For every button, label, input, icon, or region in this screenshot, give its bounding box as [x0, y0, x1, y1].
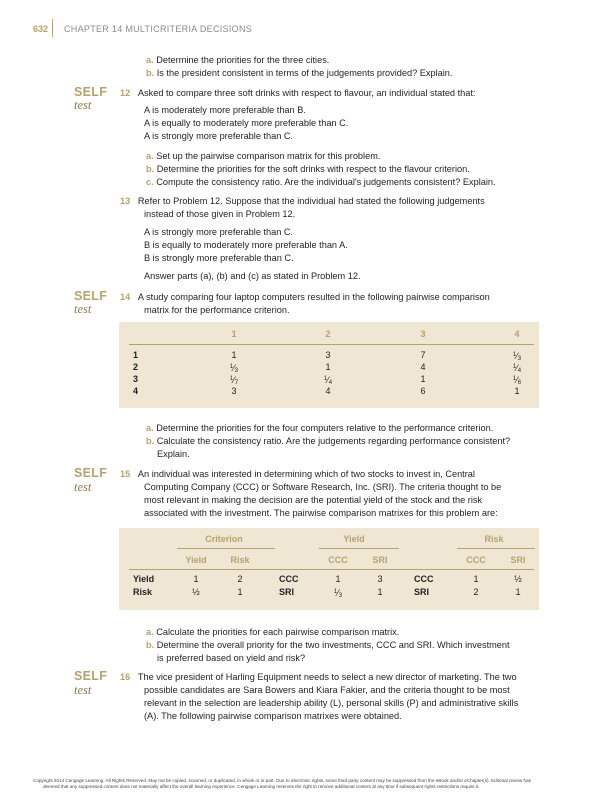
q14-col-header-2: 2	[325, 329, 331, 339]
q14-cell: $^1⁄_3$	[229, 363, 239, 374]
chapter-title: CHAPTER 14 MULTICRITERIA DECISIONS	[64, 24, 253, 34]
self-test-label-14: SELF	[74, 289, 108, 303]
q16-line-3: relevant in the selection are leadership ability (L), personal skills (P) and administrative skills	[144, 698, 519, 708]
q14-cell: $^1⁄_3$	[512, 351, 522, 362]
q13-statement-2: B is equally to moderately more preferable than A.	[144, 240, 348, 250]
q12-item-a: a. Set up the pairwise comparison matrix for this problem.	[146, 151, 381, 161]
q15-yield-cell: 1	[335, 574, 341, 584]
q15-yield-rule	[319, 548, 399, 549]
page-header	[0, 0, 600, 52]
q14-col-header-1: 1	[231, 329, 237, 339]
self-test-label-15: SELF	[74, 466, 108, 480]
q15-risk-row-label: SRI	[414, 587, 430, 597]
q15-item-b-cont: is preferred based on yield and risk?	[157, 653, 306, 663]
q14-item-a: a. Determine the priorities for the four computers relative to the performance criterion.	[146, 423, 494, 433]
q15-header-rule	[129, 569, 534, 570]
q15-criterion-rule	[177, 548, 275, 549]
self-test-label-16: SELF	[74, 669, 108, 683]
q15-group-criterion: Criterion	[205, 534, 243, 544]
problem-14: 14 A study comparing four laptop computers resulted in the following pairwise comparison	[120, 292, 490, 302]
self-test-sub-14: test	[74, 302, 92, 316]
q14-cell: 3	[231, 386, 237, 396]
problem-12: 12 Asked to compare three soft drinks with respect to flavour, an individual stated that:	[120, 88, 476, 98]
q15-item-a: a. Calculate the priorities for each pairwise comparison matrix.	[146, 627, 400, 637]
q15-criterion-row-label: Yield	[133, 574, 155, 584]
q15-sub-yield-ccc: CCC	[328, 555, 348, 565]
q15-yield-cell: 1	[377, 587, 383, 597]
header-divider	[52, 19, 53, 37]
self-test-label-12: SELF	[74, 85, 108, 99]
q15-sub-criterion-yield: Yield	[185, 555, 207, 565]
q13-line-2: instead of those given in Problem 12.	[144, 209, 296, 219]
q15-item-b: b. Determine the overall priority for the two investments, CCC and SRI. Which investment	[146, 640, 510, 650]
self-test-sub-16: test	[74, 683, 92, 697]
q14-header-rule	[129, 344, 534, 345]
q14-row-label: 4	[133, 386, 139, 396]
self-test-sub-12: test	[74, 98, 92, 112]
q15-criterion-cell: 2	[237, 574, 243, 584]
q14-row-label: 3	[133, 374, 139, 384]
q15-criterion-cell: 1	[193, 574, 199, 584]
q15-yield-cell: $^1⁄_3$	[333, 588, 343, 599]
self-test-sub-15: test	[74, 480, 92, 494]
q14-cell: 4	[325, 386, 331, 396]
q15-group-yield: Yield	[343, 534, 365, 544]
q12-statement-1: A is moderately more preferable than B.	[144, 105, 306, 115]
q15-sub-criterion-risk: Risk	[230, 555, 250, 565]
q13-statement-3: B is strongly more preferable than C.	[144, 253, 294, 263]
q15-risk-cell: 1	[473, 574, 479, 584]
q15-line-4: associated with the investment. The pairwise comparison matrixes for this problem are:	[144, 508, 498, 518]
q14-cell: 1	[420, 374, 426, 384]
q14-comparison-table	[119, 322, 539, 408]
q15-risk-cell: 1	[515, 587, 521, 597]
q15-risk-row-label: CCC	[414, 574, 434, 584]
page-number: 632	[33, 24, 49, 34]
q15-yield-row-label: SRI	[279, 587, 295, 597]
q15-comparison-tables	[119, 528, 539, 610]
copyright-line-2: deemed that any suppressed content does not materially affect the overall learning experience. Cengage Learning reserves the right to remove additional content at any time if subsequent rights restrictions require it.	[43, 784, 480, 790]
q12-statement-2: A is equally to moderately more preferable than C.	[144, 118, 349, 128]
q15-line-3: most relevant in making the decision are the potential yield of the stock and the risk	[144, 495, 483, 505]
q12-item-c: c. Compute the consistency ratio. Are the individual's judgements consistent? Explain.	[146, 177, 496, 187]
q15-risk-cell: 2	[473, 587, 479, 597]
q14-cell: $^1⁄_7$	[229, 375, 239, 386]
problem-16: 16 The vice president of Harling Equipment needs to select a new director of marketing. The two	[120, 672, 517, 682]
q13-statement-1: A is strongly more preferable than C.	[144, 227, 294, 237]
q14-row-label: 2	[133, 362, 139, 372]
q14-cell: $^1⁄_4$	[323, 375, 333, 386]
q14-line-2: matrix for the performance criterion.	[144, 305, 290, 315]
q15-yield-row-label: CCC	[279, 574, 299, 584]
q12-statement-3: A is strongly more preferable than C.	[144, 131, 294, 141]
q14-cell: 3	[325, 350, 331, 360]
q15-criterion-row-label: Risk	[133, 587, 153, 597]
q15-risk-rule	[457, 548, 535, 549]
q12-item-b: b. Determine the priorities for the soft drinks with respect to the flavour criterion.	[146, 164, 470, 174]
q15-criterion-cell: ½	[192, 587, 200, 597]
q15-risk-cell: ½	[514, 574, 522, 584]
copyright-footer	[33, 778, 573, 791]
q14-cell: 6	[420, 386, 426, 396]
problem-13: 13 Refer to Problem 12. Suppose that the individual had stated the following judgements	[120, 196, 485, 206]
q15-sub-risk-sri: SRI	[510, 555, 526, 565]
q14-cell: 1	[325, 362, 331, 372]
q15-yield-cell: 3	[377, 574, 383, 584]
q16-line-4: (A). The following pairwise comparison matrixes were obtained.	[144, 711, 402, 721]
q14-item-b: b. Calculate the consistency ratio. Are the judgements regarding performance consistent?	[146, 436, 511, 446]
q14-cell: $^1⁄_4$	[512, 363, 522, 374]
q15-criterion-cell: 1	[237, 587, 243, 597]
q16-line-2: possible candidates are Sara Bowers and Kiara Fakier, and the criteria thought to be most	[144, 685, 510, 695]
q15-line-2: Computing Company (CCC) or Software Research, Inc. (SRI). The criteria thought to be	[144, 482, 502, 492]
q14-col-header-4: 4	[514, 329, 520, 339]
q15-sub-yield-sri: SRI	[372, 555, 388, 565]
q13-answer: Answer parts (a), (b) and (c) as stated in Problem 12.	[144, 271, 361, 281]
q15-group-risk: Risk	[484, 534, 504, 544]
copyright-line-1: Copyright 2014 Cengage Learning. All Rights Reserved. May not be copied, scanned, or duplicated, in whole or in part. Due to electronic rights, some third party content may be suppressed from the eBook and/or eChapter(s). Editorial review has	[33, 778, 531, 783]
q14-cell: 4	[420, 362, 426, 372]
q14-cell: 1	[514, 386, 520, 396]
intro-item-b: b. Is the president consistent in terms of the judgements provided? Explain.	[146, 68, 453, 78]
q14-row-label: 1	[133, 350, 139, 360]
intro-item-a: a. Determine the priorities for the three cities.	[146, 55, 330, 65]
q14-item-b-cont: Explain.	[157, 449, 190, 459]
q14-col-header-3: 3	[420, 329, 426, 339]
q14-cell: 7	[420, 350, 426, 360]
q15-sub-risk-ccc: CCC	[466, 555, 486, 565]
problem-15: 15 An individual was interested in determining which of two stocks to invest in, Central	[120, 469, 475, 479]
q14-cell: $^1⁄_6$	[512, 375, 522, 386]
q14-cell: 1	[231, 350, 237, 360]
